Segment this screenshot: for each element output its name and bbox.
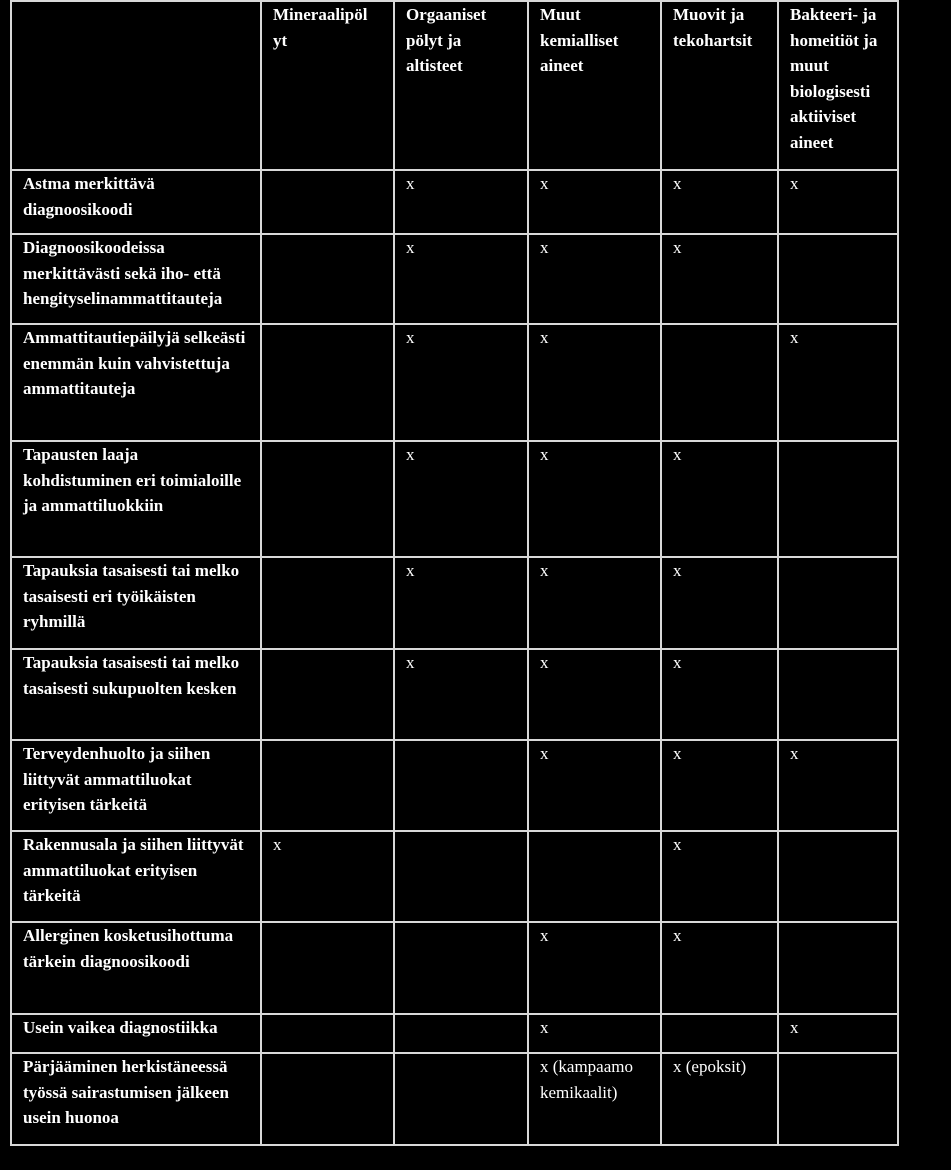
table-cell: x — [528, 324, 661, 441]
row-label: Tapauksia tasaisesti tai melko tasaisesti sukupuolten kesken — [11, 649, 261, 740]
table-cell: x — [394, 441, 528, 557]
row-label: Allerginen kosketusihottuma tärkein diagnoosikoodi — [11, 922, 261, 1014]
table-cell: x — [528, 1014, 661, 1053]
table-cell — [261, 649, 394, 740]
table-cell: x — [528, 234, 661, 324]
table-cell: x — [778, 740, 898, 831]
table-row — [11, 557, 898, 649]
table-cell: x — [528, 170, 661, 234]
table-cell — [778, 441, 898, 557]
header-organic-dusts: Orgaaniset pölyt ja altisteet — [394, 1, 528, 170]
row-label: Tapausten laaja kohdistuminen eri toimialoille ja ammattiluokkiin — [11, 441, 261, 557]
table-cell: x — [394, 170, 528, 234]
row-label: Diagnoosikoodeissa merkittävästi sekä iho- että hengityselinammattitauteja — [11, 234, 261, 324]
table-cell: x — [778, 170, 898, 234]
table-cell: x — [778, 1014, 898, 1053]
row-label: Tapauksia tasaisesti tai melko tasaisesti eri työikäisten ryhmillä — [11, 557, 261, 649]
table-cell: x — [394, 649, 528, 740]
table-cell: x — [394, 324, 528, 441]
table-cell: x — [394, 234, 528, 324]
table-row — [11, 324, 898, 441]
table-cell: x — [661, 557, 778, 649]
row-label: Rakennusala ja siihen liittyvät ammattiluokat erityisen tärkeitä — [11, 831, 261, 922]
table-cell: x — [661, 234, 778, 324]
table-cell: x — [661, 831, 778, 922]
table-cell: x — [661, 441, 778, 557]
table-cell: x — [661, 170, 778, 234]
table-cell — [778, 557, 898, 649]
occupational-disease-table — [10, 0, 899, 1146]
table-row — [11, 1014, 898, 1053]
table-cell — [394, 740, 528, 831]
header-plastics-resins: Muovit ja tekohartsit — [661, 1, 778, 170]
table-cell — [261, 234, 394, 324]
table-cell: x — [394, 557, 528, 649]
table-cell — [261, 922, 394, 1014]
header-other-chemicals: Muut kemialliset aineet — [528, 1, 661, 170]
table-cell — [261, 740, 394, 831]
header-biological-agents: Bakteeri- ja homeitiöt ja muut biologisesti aktiiviset aineet — [778, 1, 898, 170]
table-cell — [261, 1053, 394, 1145]
table-cell — [394, 922, 528, 1014]
header-corner — [11, 1, 261, 170]
table-row — [11, 1053, 898, 1145]
table-row — [11, 441, 898, 557]
table-cell: x — [661, 740, 778, 831]
table-row — [11, 649, 898, 740]
table-cell — [778, 922, 898, 1014]
table-row — [11, 170, 898, 234]
table-cell — [261, 1014, 394, 1053]
table-cell: x (kampaamo kemikaalit) — [528, 1053, 661, 1145]
table-cell — [778, 831, 898, 922]
table-cell: x — [778, 324, 898, 441]
table-cell: x — [261, 831, 394, 922]
table-cell: x (epoksit) — [661, 1053, 778, 1145]
table-cell: x — [661, 922, 778, 1014]
table-cell — [661, 1014, 778, 1053]
table-cell: x — [528, 649, 661, 740]
table-cell — [261, 441, 394, 557]
table-cell: x — [528, 740, 661, 831]
table-row — [11, 831, 898, 922]
table-cell — [261, 170, 394, 234]
table-cell — [394, 1053, 528, 1145]
table-cell: x — [528, 557, 661, 649]
row-label: Pärjääminen herkistäneessä työssä sairastumisen jälkeen usein huonoa — [11, 1053, 261, 1145]
table-row — [11, 740, 898, 831]
table-cell: x — [661, 649, 778, 740]
table-cell — [778, 234, 898, 324]
table-cell — [528, 831, 661, 922]
table-cell — [778, 1053, 898, 1145]
table-cell: x — [528, 441, 661, 557]
row-label: Usein vaikea diagnostiikka — [11, 1014, 261, 1053]
table-cell — [778, 649, 898, 740]
table-cell — [261, 324, 394, 441]
row-label: Astma merkittävä diagnoosikoodi — [11, 170, 261, 234]
table-cell — [661, 324, 778, 441]
row-label: Ammattitautiepäilyjä selkeästi enemmän kuin vahvistettuja ammattitauteja — [11, 324, 261, 441]
header-mineral-dusts: Mineraalipöl yt — [261, 1, 394, 170]
table-row — [11, 922, 898, 1014]
row-label: Terveydenhuolto ja siihen liittyvät ammattiluokat erityisen tärkeitä — [11, 740, 261, 831]
table-cell — [261, 557, 394, 649]
table-row — [11, 234, 898, 324]
table-cell: x — [528, 922, 661, 1014]
table-cell — [394, 1014, 528, 1053]
table-cell — [394, 831, 528, 922]
header-row — [11, 1, 898, 170]
